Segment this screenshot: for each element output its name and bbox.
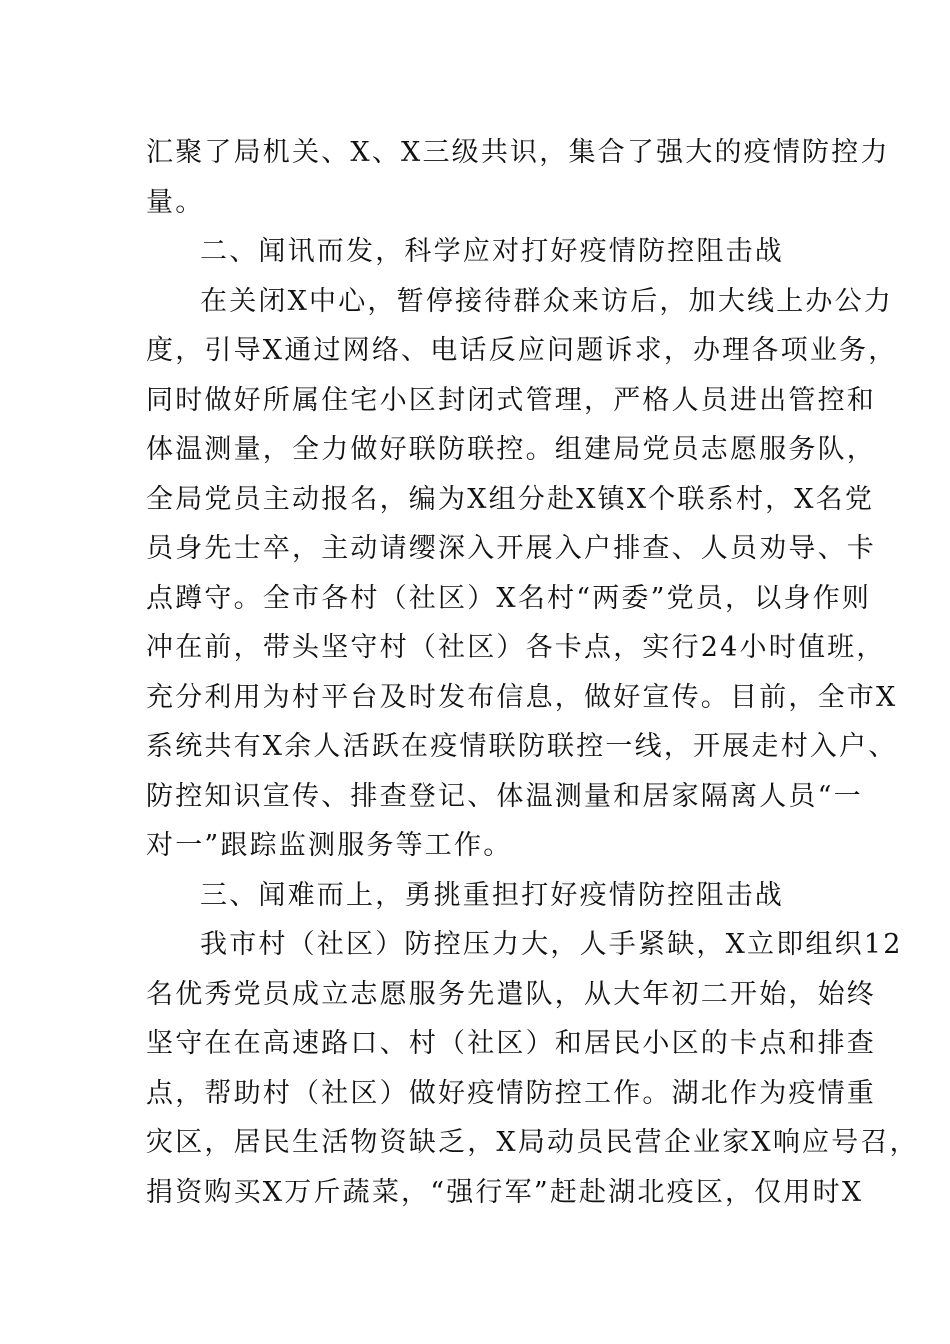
text-line: 系统共有X余人活跃在疫情联防联控一线，开展走村入户、 bbox=[146, 731, 898, 762]
text-line: 汇聚了局机关、X、X三级共识，集合了强大的疫情防控力 bbox=[146, 137, 890, 168]
section-heading: 二、闻讯而发，科学应对打好疫情防控阻击战 bbox=[200, 236, 784, 267]
text-line: 点，帮助村（社区）做好疫情防控工作。湖北作为疫情重 bbox=[146, 1077, 876, 1109]
text-line: 灾区，居民生活物资缺乏，X局动员民营企业家X响应号召， bbox=[146, 1127, 919, 1158]
text-line: 点蹲守。全市各村（社区）X名村“两委”党员，以身作则 bbox=[146, 582, 872, 614]
text-line: 坚守在在高速路口、村（社区）和居民小区的卡点和排查 bbox=[146, 1028, 876, 1059]
text-line: 在关闭X中心，暂停接待群众来访后，加大线上办公力 bbox=[200, 285, 894, 317]
text-line: 冲在前，带头坚守村（社区）各卡点，实行24小时值班， bbox=[146, 632, 886, 663]
text-line: 防控知识宣传、排查登记、体温测量和居家隔离人员“一 bbox=[146, 780, 863, 812]
text-line: 充分利用为村平台及时发布信息，做好宣传。目前，全市X bbox=[146, 681, 898, 713]
text-line: 量。 bbox=[146, 186, 205, 218]
document-body bbox=[146, 128, 919, 1217]
text-line: 捐资购买X万斤蔬菜，“强行军”赶赴湖北疫区，仅用时X bbox=[146, 1176, 864, 1208]
text-line: 全局党员主动报名，编为X组分赴X镇X个联系村，X名党 bbox=[146, 483, 875, 515]
text-line: 对一”跟踪监测服务等工作。 bbox=[146, 830, 513, 861]
text-line: 体温测量，全力做好联防联控。组建局党员志愿服务队， bbox=[146, 434, 876, 465]
text-line: 同时做好所属住宅小区封闭式管理，严格人员进出管控和 bbox=[146, 384, 876, 416]
text-line: 我市村（社区）防控压力大，人手紧缺，X立即组织12 bbox=[200, 929, 903, 960]
text-line: 度，引导X通过网络、电话反应问题诉求，办理各项业务， bbox=[146, 335, 898, 366]
text-line: 员身先士卒，主动请缨深入开展入户排查、人员劝导、卡 bbox=[146, 533, 876, 564]
section-heading: 三、闻难而上，勇挑重担打好疫情防控阻击战 bbox=[200, 879, 784, 911]
text-line: 名优秀党员成立志愿服务先遣队，从大年初二开始，始终 bbox=[146, 978, 876, 1010]
